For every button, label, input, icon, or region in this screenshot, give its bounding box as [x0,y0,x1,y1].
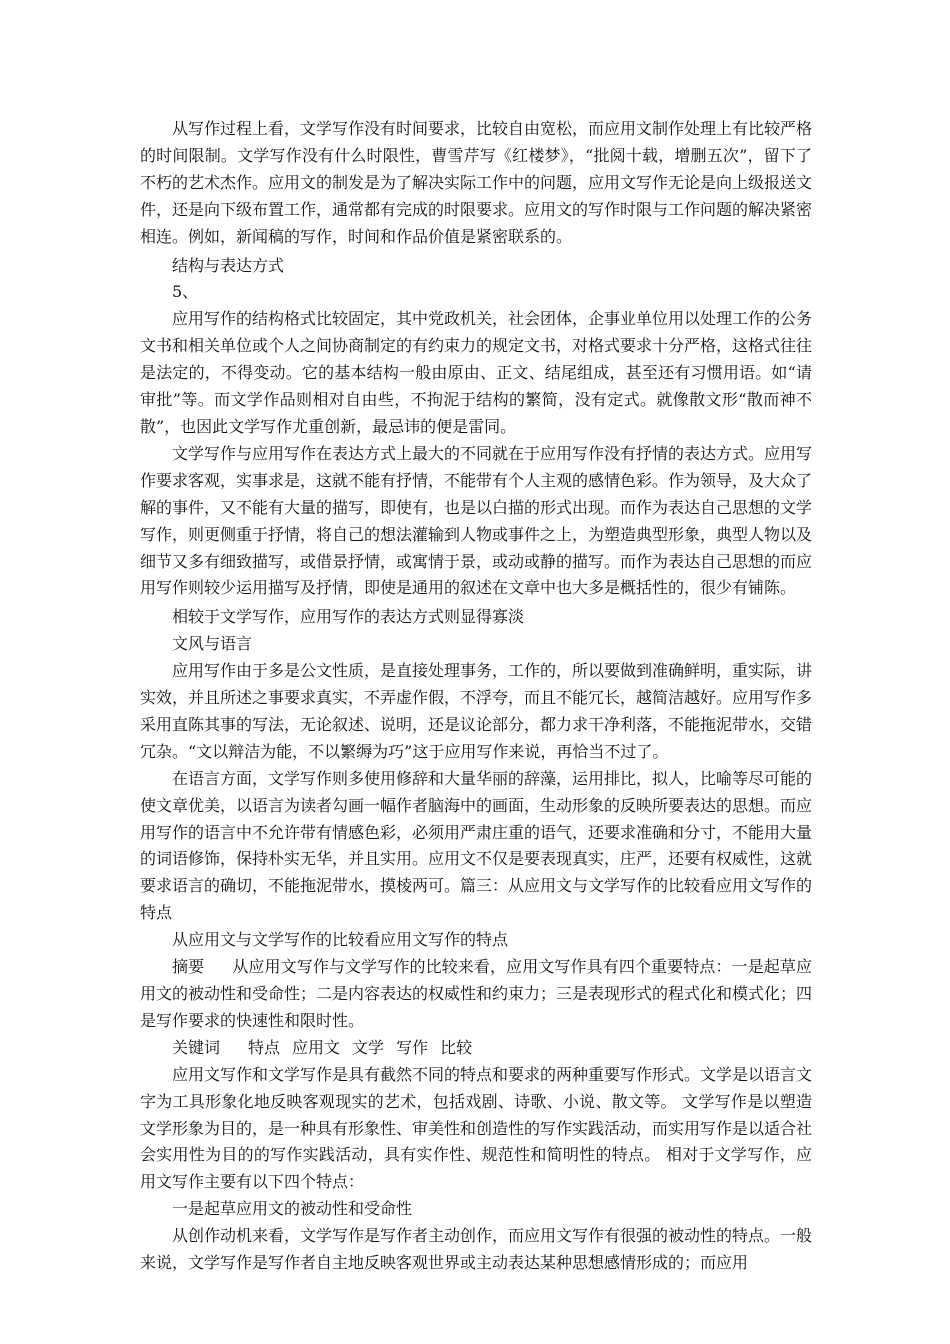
keyword: 特点 [248,1037,281,1057]
keyword: 文学 [352,1037,385,1057]
heading-feature-one: 一是起草应用文的被动性和受命性 [172,1199,413,1219]
article-title: 从应用文与文学写作的比较看应用文写作的特点 [172,930,509,950]
keyword: 写作 [396,1037,429,1057]
keywords [140,1035,812,1062]
abstract-label: 摘要 [172,957,205,977]
paragraph-writing-process: 从写作过程上看，文学写作没有时间要求，比较自由宽松，而应用文制作处理上有比较严格的时间限制。文学写作没有什么时限性，曹雪芹写《红楼梦》，“批阅十载，增删五次”，留下了不朽的艺术杰作。应用文的制发是为了解决实际工作中的问题，应用文写作无论是向上级报送文件，还是向下级布置工作，通常都有完成的时限要求。应用文的写作时限与工作问题的解决紧密相连。例如，新闻稿的写作，时间和作品价值是紧密联系的。 [140,119,813,246]
paragraph-expression-methods: 文学写作与应用写作在表达方式上最大的不同就在于应用写作没有抒情的表达方式。应用写作要求客观，实事求是，这就不能有抒情，不能带有个人主观的感情色彩。作为领导，及大众了解的事件，又不能有大量的描写，即使有，也是以白描的形式出现。而作为表达自己思想的文学写作，则更侧重于抒情，将自己的想法灌输到人物或事件之上，为塑造典型形象，典型人物以及细节又多有细致描写，或借景抒情，或寓情于景，或动或静的描写。而作为表达自己思想的而应用写作则较少运用描写及抒情，即使是通用的叙述在文章中也大多是概括性的，很少有铺陈。 [140,443,813,598]
abstract-text: 从应用文写作与文学写作的比较来看，应用文写作具有四个重要特点：一是起草应用文的被动性和受命性；二是内容表达的权威性和约束力；三是表现形式的程式化和模式化；四是写作要求的快速性和限时性。 [140,957,813,1030]
keyword: 比较 [440,1037,473,1057]
paragraph-structure-format: 应用写作的结构格式比较固定，其中党政机关，社会团体，企事业单位用以处理工作的公务文书和相关单位或个人之间协商制定的有约束力的规定文书，对格式要求十分严格，这格式往往是法定的，不得变动。它的基本结构一般由原由、正文、结尾组成，甚至还有习惯用语。如“请审批”等。而文学作品则相对自由些，不拘泥于结构的繁简，没有定式。就像散文形“散而神不散”，也因此文学写作尤重创新，最忌讳的便是雷同。 [140,309,813,436]
paragraph-expression-summary: 相较于文学写作，应用写作的表达方式则显得寡淡 [172,607,525,627]
abstract [140,954,812,1035]
paragraph-style: 应用写作由于多是公文性质，是直接处理事务，工作的，所以要做到准确鲜明，重实际，讲实效，并且所述之事要求真实，不弄虚作假，不浮夸，而且不能冗长，越简洁越好。应用写作多采用直陈其事的写法，无论叙述、说明，还是议论部分，都力求干净利落，不能拖泥带水，交错冗杂。“文以辩洁为能，不以繁缛为巧”这于应用写作来说，再恰当不过了。 [140,661,813,761]
keyword: 应用文 [292,1037,341,1057]
heading-structure-expression: 结构与表达方式 [172,255,285,275]
heading-style-language: 文风与语言 [172,634,253,654]
paragraph-motivation: 从创作动机来看，文学写作是写作者主动创作，而应用文写作有很强的被动性的特点。一般来说，文学写作是写作者自主地反映客观世界或主动表达某种思想感情形成的；而应用 [140,1226,813,1273]
section-number: 5、 [172,282,199,302]
keywords-label: 关键词 [172,1037,221,1057]
paragraph-intro: 应用文写作和文学写作是具有截然不同的特点和要求的两种重要写作形式。文学是以语言文字为工具形象化地反映客观现实的艺术，包括戏剧、诗歌、小说、散文等。 文学写作是以塑造文学形象为目的，是一种具有形象性、审美性和创造性的写作实践活动，而实用写作是以适合社会实用性为目的的写作实践活动，具有实作性、规范性和简明性的特点。 相对于文学写作，应用文写作主要有以下四个特点： [140,1064,813,1192]
paragraph-language: 在语言方面，文学写作则多使用修辞和大量华丽的辞藻，运用排比，拟人，比喻等尽可能的使文章优美，以语言为读者勾画一幅作者脑海中的画面，生动形象的反映所要表达的思想。而应用写作的语言中不允许带有情感色彩，必须用严肃庄重的语气，还要求准确和分寸，不能用大量的词语修饰，保持朴实无华，并且实用。应用文不仅是要表现真实，庄严，还要有权威性，这就要求语言的确切，不能拖泥带水，摸棱两可。篇三：从应用文与文学写作的比较看应用文写作的特点 [140,768,813,923]
document-body [140,116,812,1277]
